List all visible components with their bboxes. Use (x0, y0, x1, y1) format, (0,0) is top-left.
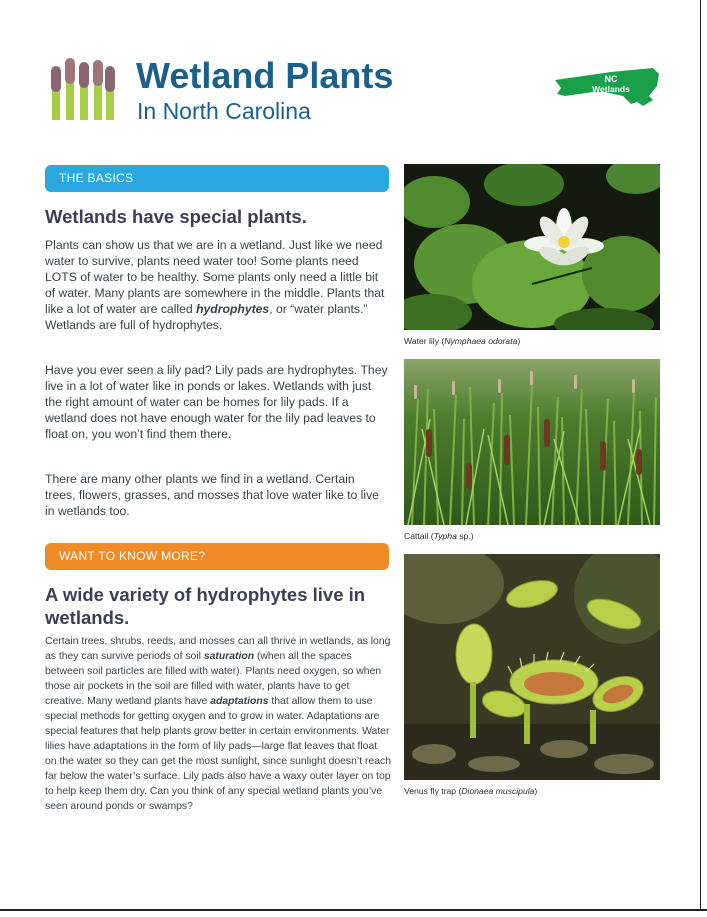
basics-paragraph-2: Have you ever seen a lily pad? Lily pads are hydrophytes. They live in a lot of water like in ponds or lakes. Wetlands with just the right amount of water can be homes for lily pads. If a wetland does not have enough water for the lily pad leaves to float on, you won’t find them there. (45, 363, 388, 441)
more-paragraph (45, 634, 391, 814)
caption-1-sci: Nymphaea odorata (444, 336, 518, 346)
basics-paragraph-3: There are many other plants we find in a wetland. Certain trees, flowers, grasses, and mosses that love water like to live in wetlands too. (45, 472, 379, 518)
caption-2-end: sp.) (456, 531, 474, 541)
photo-cattail (404, 359, 660, 525)
nc-wetlands-logo-icon (553, 66, 661, 106)
caption-2-sci: Typha (433, 531, 457, 541)
term-hydrophytes: hydrophytes (196, 302, 270, 316)
logo-text-nc: NC (604, 74, 618, 84)
basics-paragraph-1 (45, 237, 388, 333)
caption-3-end: ) (534, 786, 538, 796)
term-adaptations: adaptations (210, 696, 269, 707)
page-subtitle: In North Carolina (137, 98, 311, 124)
basics-p1-text-b: , or “water plants.” Wetlands are full of hydrophytes. (45, 302, 368, 332)
caption-1-end: ) (517, 336, 521, 346)
photo-venus-fly-trap (404, 554, 660, 780)
page-edge-bottom (0, 909, 707, 917)
caption-2-name: Cattail ( (404, 531, 434, 541)
caption-3-sci: Dionaea muscipula (461, 786, 535, 796)
caption-3-name: Venus fly trap ( (404, 786, 462, 796)
section-bar-more: WANT TO KNOW MORE? (45, 543, 389, 570)
more-text-a: Certain trees, shrubs, reeds, and mosses can all thrive in wetlands, as long as they can survive periods of soil (45, 636, 391, 662)
page-edge-right (700, 0, 707, 915)
caption-water-lily (404, 336, 520, 346)
more-text-b: (when all the spaces between soil particles are filled with water). Plants need oxygen, so when those air pockets in the soil are filled with water, plants have to get creative. Many wetland plants have (45, 651, 382, 707)
section-bar-basics: THE BASICS (45, 165, 389, 192)
caption-cattail (404, 531, 474, 541)
heading-more: A wide variety of hydrophytes live in wetlands. (45, 584, 366, 628)
caption-1-name: Water lily ( (404, 336, 445, 346)
term-saturation: saturation (203, 651, 255, 662)
basics-p1-text-a: Plants can show us that we are in a wetland. Just like we need water to survive, plants need water too! Some plants need LOTS of water to be healthy. Some plants only need a little bit of water. Many plants are somewhere in the middle. Plants that like a lot of water are called (45, 238, 385, 316)
photo-water-lily (404, 164, 660, 330)
cattail-logo-icon (48, 58, 116, 120)
page-title: Wetland Plants (136, 55, 394, 96)
more-text-c: that allow them to use special methods for getting oxygen and to grow in water. Adaptations are special features that help plants grow better in certain environments. Water lilies have adaptations in the form of lily pads—large flat leaves that float on the water so they can get the most sunlight, since sunlight doesn’t reach far below the water’s surface. Lily pads also have a waxy outer layer on top to help keep them dry. Can you think of any special wetland plants you’ve seen around ponds or swamps? (45, 696, 391, 812)
caption-venus-fly-trap (404, 786, 537, 796)
logo-text-wetlands: Wetlands (592, 84, 630, 94)
heading-basics: Wetlands have special plants. (45, 206, 307, 227)
